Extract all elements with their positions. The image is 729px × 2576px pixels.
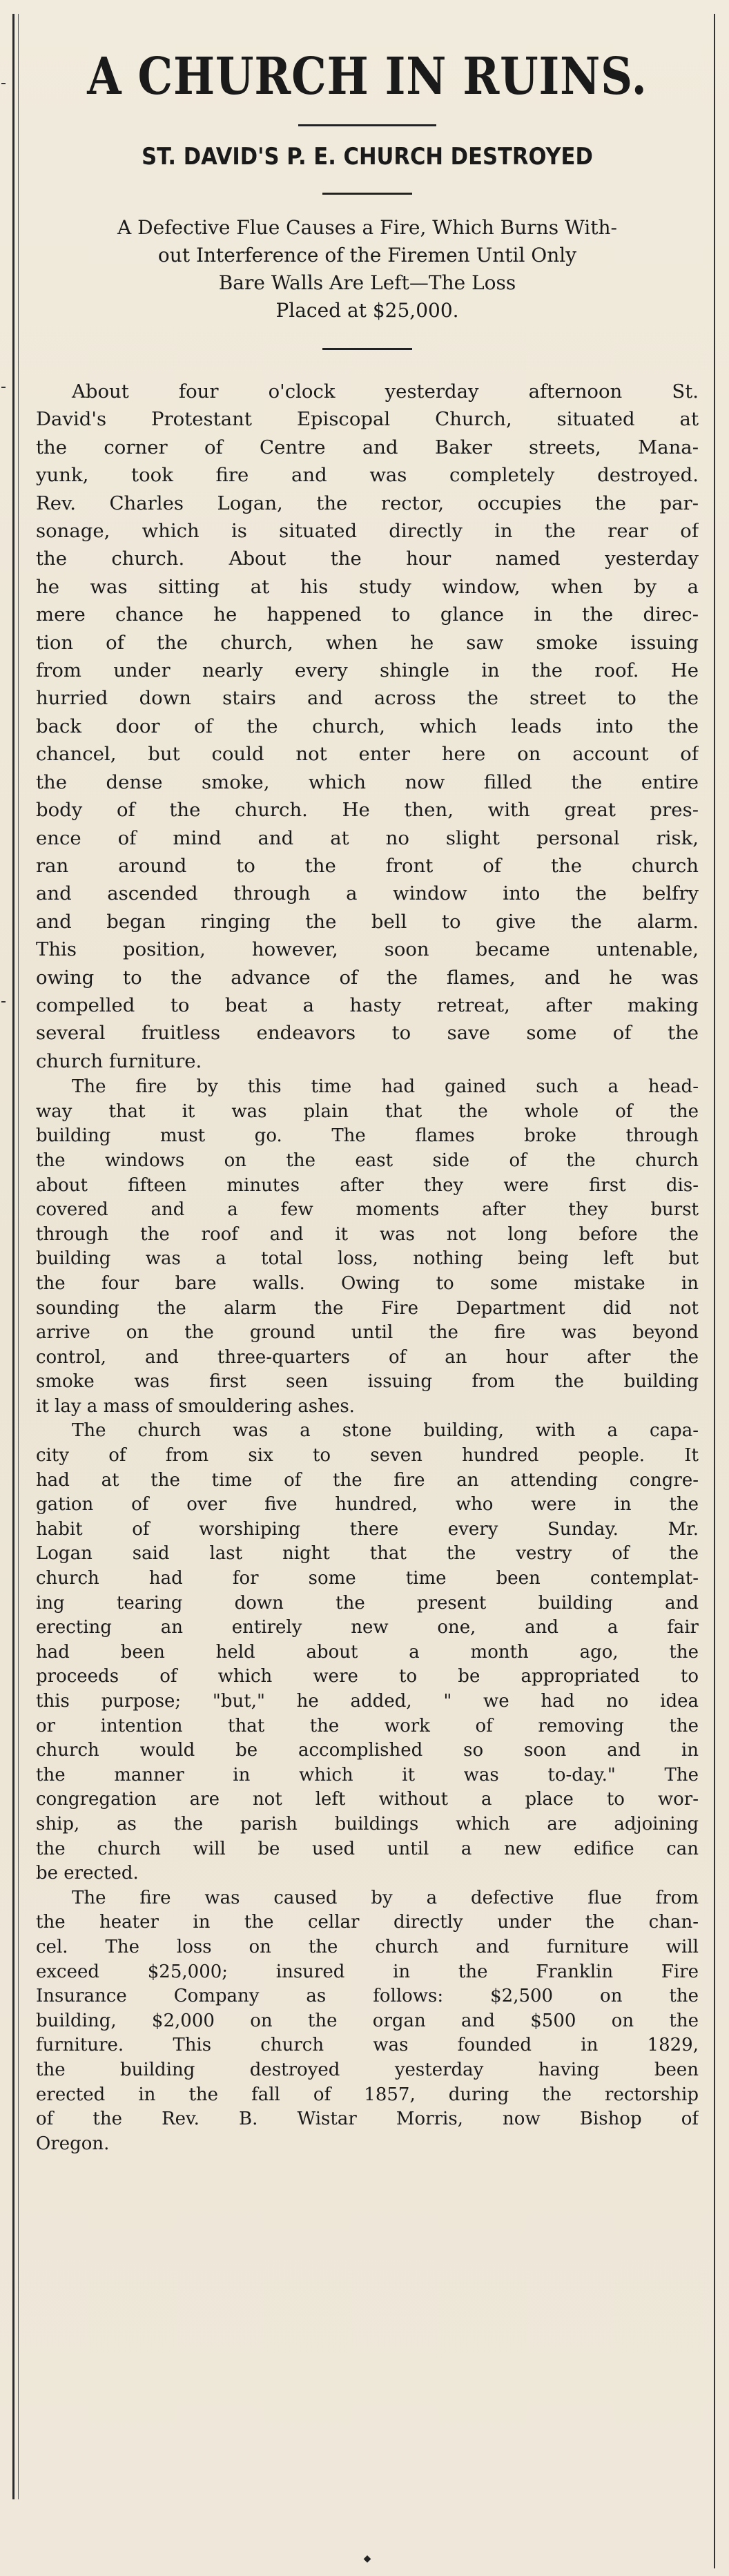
text-line: Insurance Company as follows: $2,500 on the	[36, 1986, 699, 2007]
paragraph-1	[36, 378, 699, 1075]
text-line: from under nearly every shingle in the roof. He	[36, 659, 699, 682]
text-line: Rev. Charles Logan, the rector, occupies the par-	[36, 492, 699, 514]
text-line: tion of the church, when he saw smoke issuing	[36, 631, 699, 654]
article	[36, 21, 699, 2564]
text-line: compelled to beat a hasty retreat, after making	[36, 994, 699, 1016]
text-line: sounding the alarm the Fire Department did not	[36, 1297, 699, 1319]
text-line: way that it was plain that the whole of the	[36, 1101, 699, 1122]
text-line: had been held about a month ago, the	[36, 1641, 699, 1663]
text-line: through the roof and it was not long before the	[36, 1223, 699, 1245]
text-line: the heater in the cellar directly under the chan-	[36, 1912, 699, 1933]
text-line: habit of worshiping there every Sunday. Mr.	[36, 1518, 699, 1540]
text-line: exceed $25,000; insured in the Franklin Fire	[36, 1961, 699, 1982]
text-line: control, and three-quarters of an hour after the	[36, 1346, 699, 1368]
text-line: the dense smoke, which now filled the entire	[36, 771, 699, 793]
headline: A CHURCH IN RUINS.	[87, 47, 648, 106]
text-line: proceeds of which were to be appropriated to	[36, 1666, 699, 1687]
subheadline: ST. DAVID'S P. E. CHURCH DESTROYED	[142, 143, 593, 171]
deck-line: A Defective Flue Causes a Fire, Which Burns With-	[117, 216, 617, 239]
text-line: The fire by this time had gained such a head-	[72, 1076, 699, 1098]
paragraph-4	[36, 1886, 699, 2157]
article-body	[36, 378, 699, 2156]
text-line: erected in the fall of 1857, during the rectorship	[36, 2084, 699, 2105]
text-line: the church will be used until a new edifice can	[36, 1838, 699, 1859]
text-line: building was a total loss, nothing being left but	[36, 1248, 699, 1270]
text-line: hurried down stairs and across the street to the	[36, 687, 699, 710]
text-line: building, $2,000 on the organ and $500 on the	[36, 2010, 699, 2031]
text-line: back door of the church, which leads into the	[36, 715, 699, 737]
margin-tick	[1, 387, 6, 388]
end-mark: ◆	[363, 2553, 371, 2564]
text-line: The church was a stone building, with a capa-	[72, 1420, 699, 1442]
deck-line: Bare Walls Are Left—The Loss	[218, 271, 516, 294]
text-line: Logan said last night that the vestry of the	[36, 1543, 699, 1565]
text-line: building must go. The flames broke through	[36, 1125, 699, 1147]
text-line: the corner of Centre and Baker streets, Mana-	[36, 436, 699, 458]
text-line: church furniture.	[36, 1049, 202, 1072]
text-line: arrive on the ground until the fire was beyond	[36, 1322, 699, 1344]
column-rule-left-thin	[18, 14, 19, 2499]
paragraph-3	[36, 1419, 699, 1886]
divider-rule	[322, 193, 412, 195]
text-line: ship, as the parish buildings which are adjoining	[36, 1813, 699, 1834]
text-line: and ascended through a window into the belfry	[36, 882, 699, 905]
text-line: ing tearing down the present building and	[36, 1592, 699, 1614]
divider-rule	[322, 348, 412, 350]
text-line: be erected.	[36, 1863, 139, 1884]
text-line: congregation are not left without a place to wor-	[36, 1789, 699, 1810]
text-line: it lay a mass of smouldering ashes.	[36, 1395, 355, 1417]
text-line: furniture. This church was founded in 1829,	[36, 2035, 699, 2056]
text-line: yunk, took fire and was completely destroyed.	[36, 464, 699, 487]
text-line: several fruitless endeavors to save some of the	[36, 1022, 699, 1045]
text-line: The fire was caused by a defective flue from	[72, 1887, 699, 1908]
text-line: chancel, but could not enter here on account of	[36, 743, 699, 766]
text-line: the church. About the hour named yesterday	[36, 548, 699, 570]
divider-rule	[298, 124, 436, 126]
text-line: cel. The loss on the church and furniture will	[36, 1936, 699, 1957]
text-line: body of the church. He then, with great pres-	[36, 799, 699, 822]
column-rule-right	[714, 14, 715, 2568]
text-line: About four o'clock yesterday afternoon St.	[72, 380, 699, 403]
text-line: gation of over five hundred, who were in the	[36, 1494, 699, 1515]
paragraph-2	[36, 1075, 699, 1419]
text-line: of the Rev. B. Wistar Morris, now Bishop of	[36, 2109, 699, 2130]
text-line: David's Protestant Episcopal Church, situated at	[36, 408, 699, 431]
text-line: This position, however, soon became untenable,	[36, 938, 699, 961]
text-line: city of from six to seven hundred people. It	[36, 1445, 699, 1466]
text-line: ran around to the front of the church	[36, 854, 699, 877]
text-line: sonage, which is situated directly in the rear of	[36, 520, 699, 543]
margin-tick	[1, 83, 6, 84]
margin-ticks	[0, 0, 10, 2576]
column-rule-left	[12, 14, 14, 2499]
text-line: mere chance he happened to glance in the direc-	[36, 603, 699, 626]
text-line: smoke was first seen issuing from the building	[36, 1371, 699, 1393]
deck-line: Placed at $25,000.	[275, 299, 459, 322]
deck-line: out Interference of the Firemen Until Only	[157, 244, 577, 267]
text-line: about fifteen minutes after they were first dis-	[36, 1174, 699, 1196]
text-line: had at the time of the fire an attending congre-	[36, 1469, 699, 1491]
text-line: the building destroyed yesterday having been	[36, 2059, 699, 2080]
text-line: church had for some time been contemplat-	[36, 1568, 699, 1589]
text-line: the manner in which it was to-day." The	[36, 1764, 699, 1785]
text-line: he was sitting at his study window, when by a	[36, 575, 699, 598]
text-line: church would be accomplished so soon and in	[36, 1740, 699, 1761]
margin-tick	[1, 1001, 6, 1003]
text-line: and began ringing the bell to give the alarm.	[36, 910, 699, 933]
text-line: the four bare walls. Owing to some mistake in	[36, 1272, 699, 1294]
text-line: owing to the advance of the flames, and he was	[36, 966, 699, 989]
text-line: the windows on the east side of the church	[36, 1150, 699, 1171]
text-line: covered and a few moments after they burst	[36, 1199, 699, 1221]
text-line: Oregon.	[36, 2133, 110, 2154]
text-line: or intention that the work of removing the	[36, 1715, 699, 1736]
text-line: ence of mind and at no slight personal risk,	[36, 826, 699, 849]
text-line: this purpose; "but," he added, " we had no idea	[36, 1691, 699, 1712]
text-line: erecting an entirely new one, and a fair	[36, 1617, 699, 1638]
deck	[36, 214, 699, 325]
